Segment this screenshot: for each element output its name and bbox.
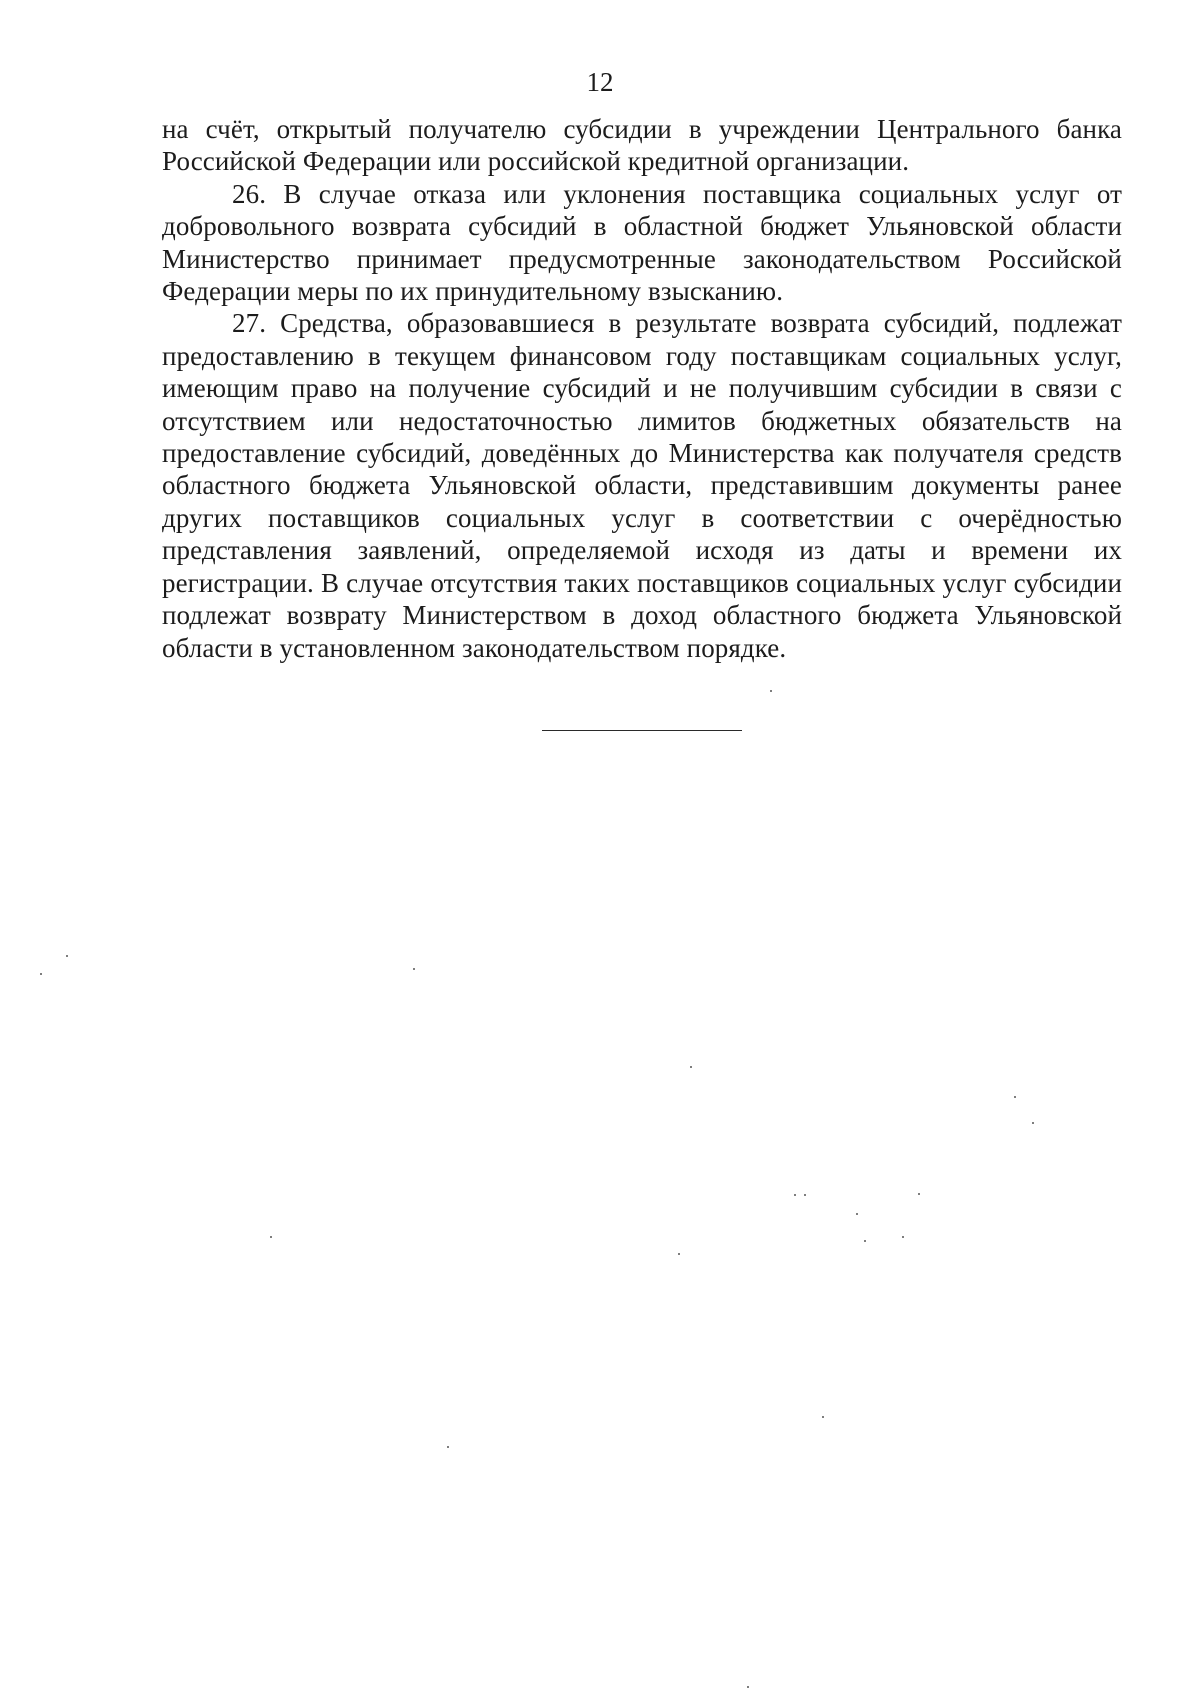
scan-speck xyxy=(447,1446,449,1448)
scan-speck xyxy=(270,1236,272,1238)
scan-speck xyxy=(747,1686,749,1688)
scan-speck xyxy=(902,1236,904,1238)
page-number: 12 xyxy=(586,67,614,97)
scan-speck xyxy=(678,1253,680,1255)
scan-speck xyxy=(40,973,42,975)
document-body xyxy=(162,113,1122,664)
scan-speck xyxy=(804,1194,806,1196)
paragraph-continuation: на счёт, открытый получателю субсидии в учреждении Центрального банка Российской Федерации или российской кредитной организации. xyxy=(162,114,1122,177)
scan-speck xyxy=(413,968,415,970)
scan-speck xyxy=(1032,1122,1034,1124)
scan-speck xyxy=(856,1213,858,1215)
scan-speck xyxy=(864,1240,866,1242)
paragraph-27: 27. Средства, образовавшиеся в результате возврата субсидий, подлежат предоставлению в текущем финансовом году поставщикам социальных услуг, имеющим право на получение субсидий и не получившим субсидии в связи с отсутствием или недостаточностью лимитов бюджетных обязательств на предоставление субсидий, доведённых до Министерства как получателя средств областного бюджета Ульяновской области, представившим документы ранее других поставщиков социальных услуг в соответствии с очерёдностью представления заявлений, определяемой исходя из даты и времени их регистрации. В случае отсутствия таких поставщиков социальных услуг субсидии подлежат возврату Министерством в доход областного бюджета Ульяновской области в установленном законодательством порядке. xyxy=(162,308,1122,663)
scan-speck xyxy=(770,690,772,692)
end-of-document-rule xyxy=(542,730,742,731)
scan-speck xyxy=(1014,1096,1016,1098)
scan-speck xyxy=(690,1066,692,1068)
scan-speck xyxy=(794,1194,796,1196)
paragraph-26: 26. В случае отказа или уклонения поставщика социальных услуг от добровольного возврата субсидий в областной бюджет Ульяновской области Министерство принимает предусмотренные законодательством Российской Федерации меры по их принудительному взысканию. xyxy=(162,178,1122,307)
scan-speck xyxy=(918,1193,920,1195)
scan-speck xyxy=(822,1416,824,1418)
scan-speck xyxy=(66,955,68,957)
